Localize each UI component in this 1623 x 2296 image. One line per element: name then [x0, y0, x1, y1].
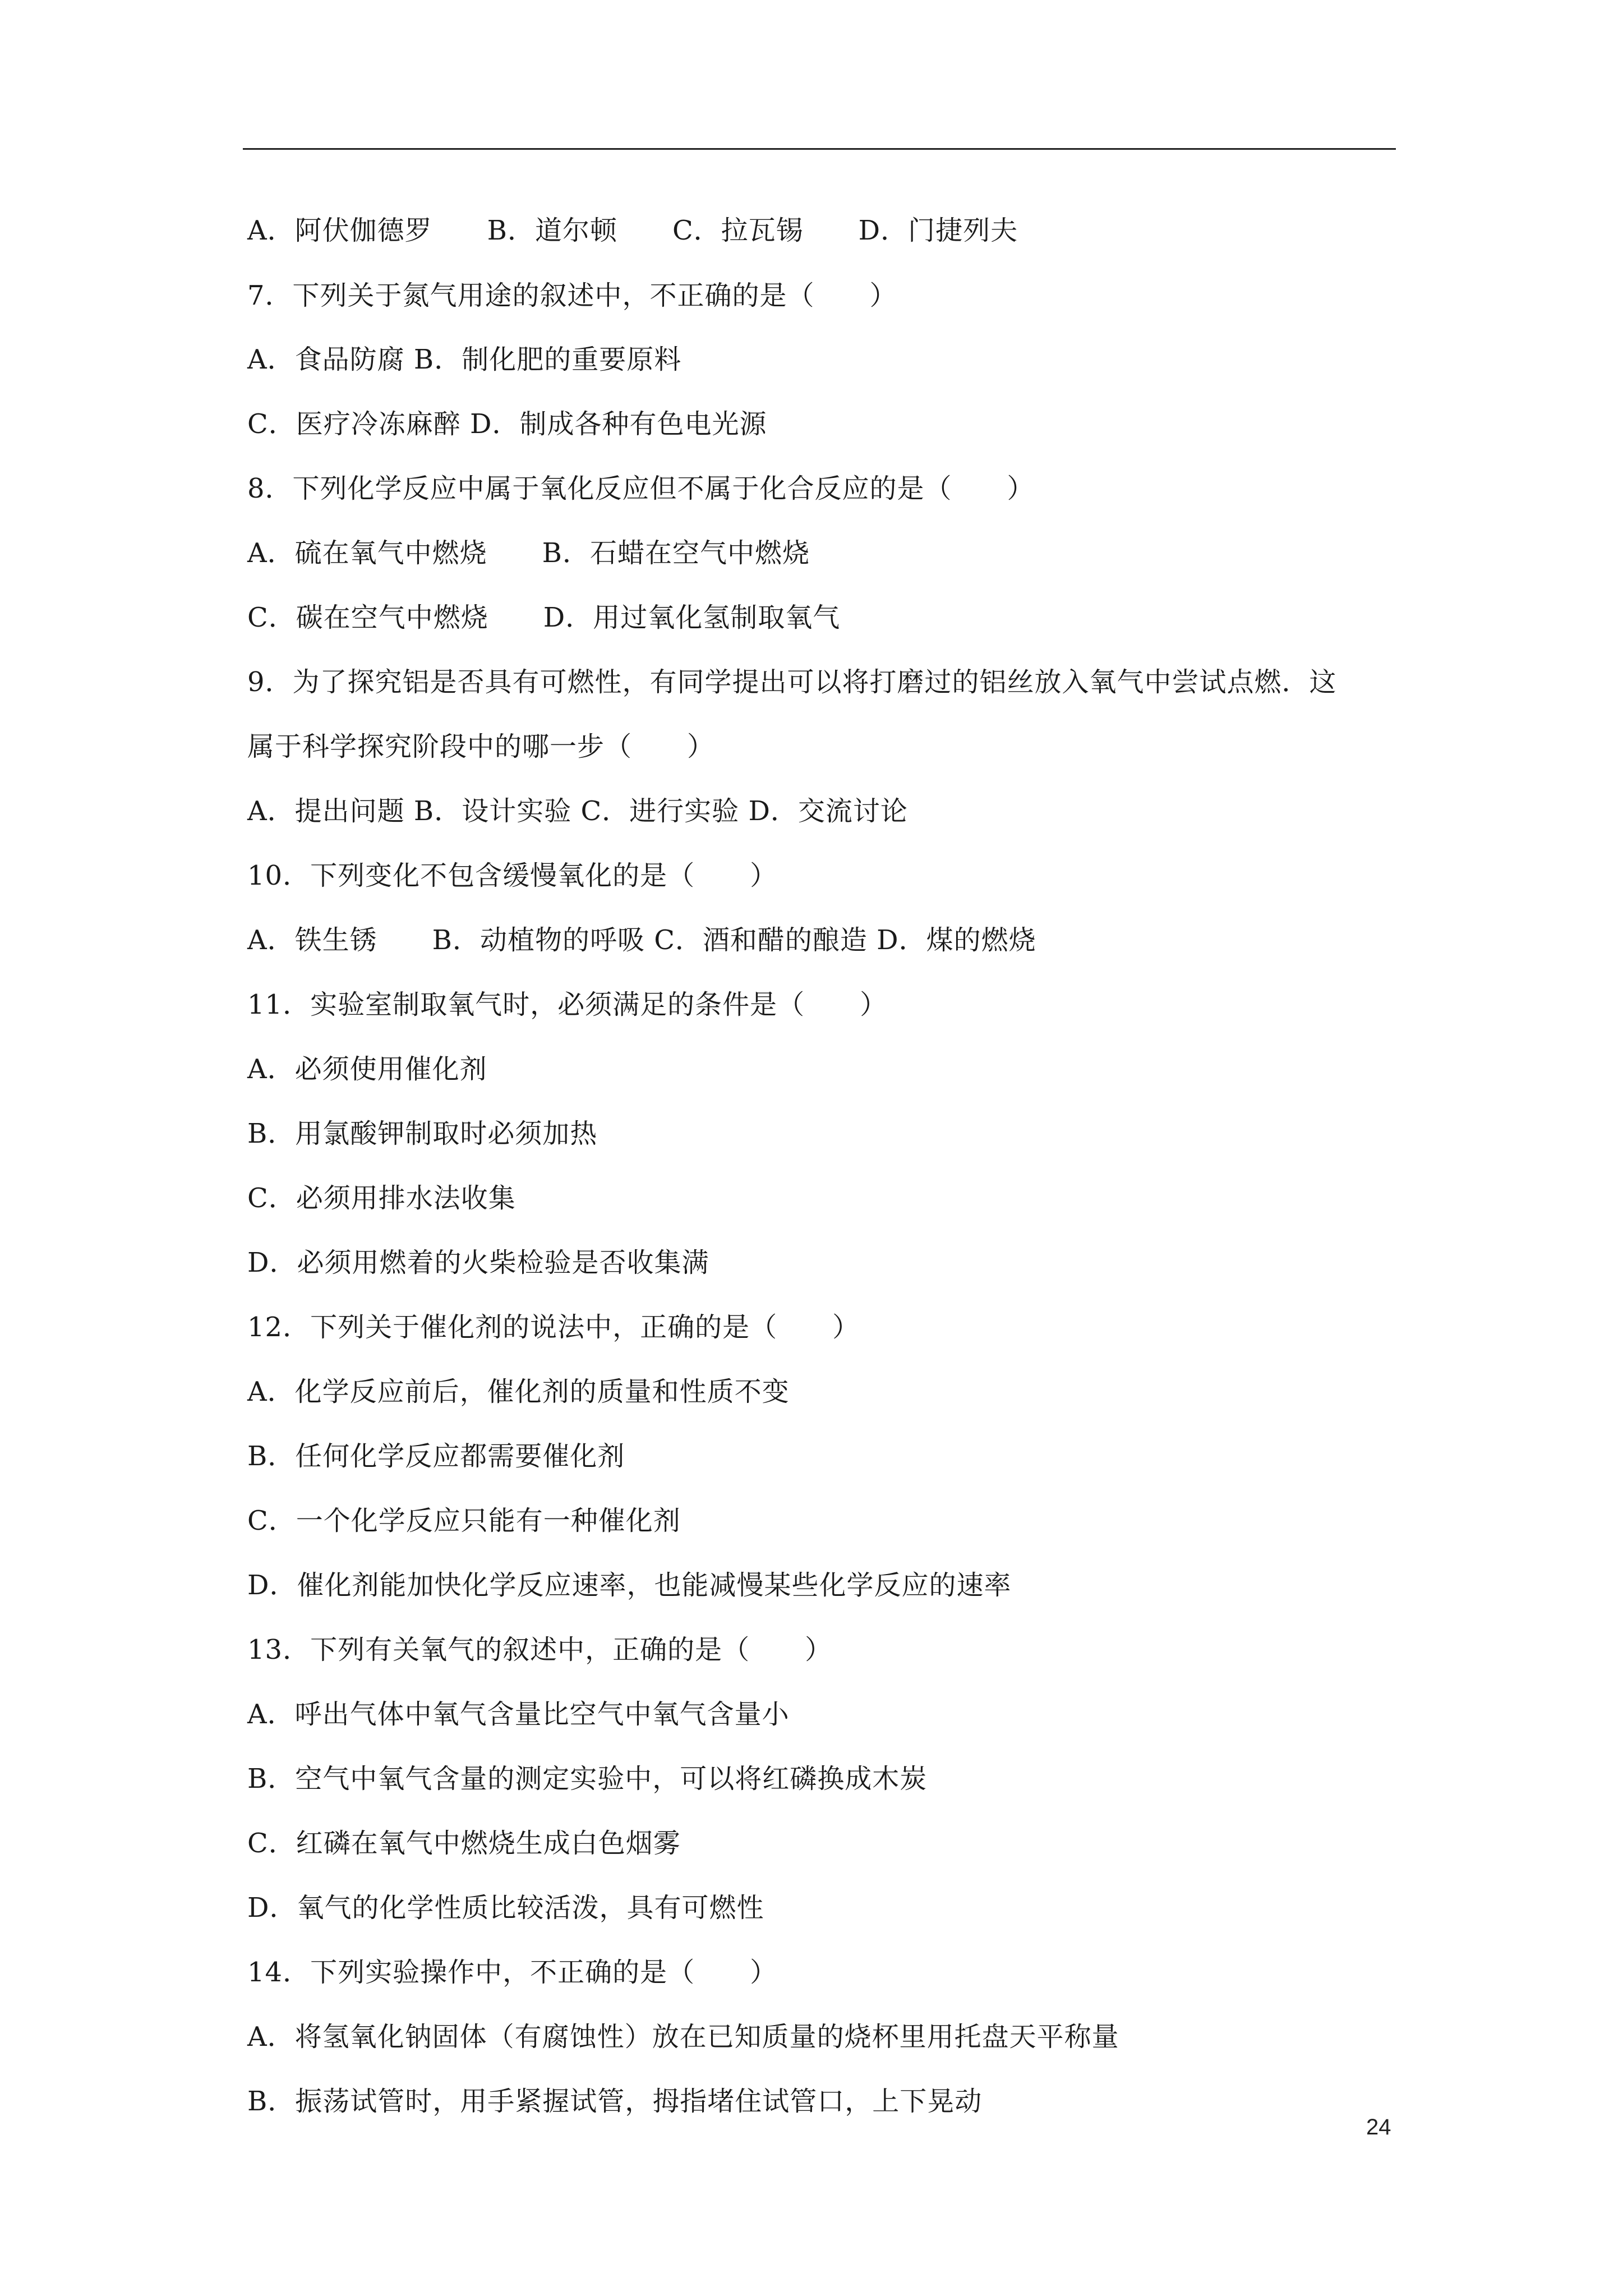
q12-option-c: C．一个化学反应只能有一种催化剂: [247, 1505, 681, 1536]
q13-option-c: C．红磷在氧气中燃烧生成白色烟雾: [247, 1828, 681, 1859]
page-number: 24: [1366, 2115, 1391, 2139]
q14-option-b: B．振荡试管时，用手紧握试管，拇指堵住试管口，上下晃动: [247, 2086, 983, 2117]
q11-option-a: A．必须使用催化剂: [247, 1053, 487, 1085]
q14-stem: 14．下列实验操作中，不正确的是（ ）: [247, 1957, 778, 1988]
q12-option-d: D．催化剂能加快化学反应速率，也能减慢某些化学反应的速率: [247, 1570, 1012, 1601]
q13-option-a: A．呼出气体中氧气含量比空气中氧气含量小: [247, 1699, 790, 1730]
q12-option-a: A．化学反应前后，催化剂的质量和性质不变: [247, 1376, 790, 1407]
q13-option-d: D．氧气的化学性质比较活泼，具有可燃性: [247, 1892, 764, 1924]
q12-option-b: B．任何化学反应都需要催化剂: [247, 1441, 625, 1472]
q10-stem: 10．下列变化不包含缓慢氧化的是（ ）: [247, 860, 778, 891]
q11-stem: 11．实验室制取氧气时，必须满足的条件是（ ）: [247, 989, 888, 1020]
q8-stem: 8．下列化学反应中属于氧化反应但不属于化合反应的是（ ）: [247, 473, 1035, 504]
q13-stem: 13．下列有关氧气的叙述中，正确的是（ ）: [247, 1634, 833, 1665]
q7-options-cd: C．医疗冷冻麻醉 D．制成各种有色电光源: [247, 408, 767, 440]
q7-options-ab: A．食品防腐 B．制化肥的重要原料: [247, 344, 682, 375]
q11-option-c: C．必须用排水法收集: [247, 1182, 516, 1214]
q9-options: A．提出问题 B．设计实验 C．进行实验 D．交流讨论: [247, 795, 908, 827]
q10-options: A．铁生锈 B．动植物的呼吸 C．酒和醋的酿造 D．煤的燃烧: [247, 924, 1036, 956]
q9-stem-line-2: 属于科学探究阶段中的哪一步（ ）: [247, 731, 715, 762]
q14-option-a: A．将氢氧化钠固体（有腐蚀性）放在已知质量的烧杯里用托盘天平称量: [247, 2021, 1119, 2053]
q11-option-b: B．用氯酸钾制取时必须加热: [247, 1118, 598, 1149]
q12-stem: 12．下列关于催化剂的说法中，正确的是（ ）: [247, 1312, 860, 1343]
q8-options-ab: A．硫在氧气中燃烧 B．石蜡在空气中燃烧: [247, 537, 810, 569]
q8-options-cd: C．碳在空气中燃烧 D．用过氧化氢制取氧气: [247, 602, 841, 633]
q11-option-d: D．必须用燃着的火柴检验是否收集满: [247, 1247, 709, 1278]
q7-stem: 7．下列关于氮气用途的叙述中，不正确的是（ ）: [247, 280, 897, 311]
q13-option-b: B．空气中氧气含量的测定实验中，可以将红磷换成木炭: [247, 1763, 928, 1795]
q6-options: A．阿伏伽德罗 B．道尔顿 C．拉瓦锡 D．门捷列夫: [247, 215, 1018, 246]
q9-stem-line-1: 9．为了探究铝是否具有可燃性，有同学提出可以将打磨过的铝丝放入氧气中尝试点燃．这: [247, 666, 1337, 698]
header-rule: [243, 148, 1396, 150]
